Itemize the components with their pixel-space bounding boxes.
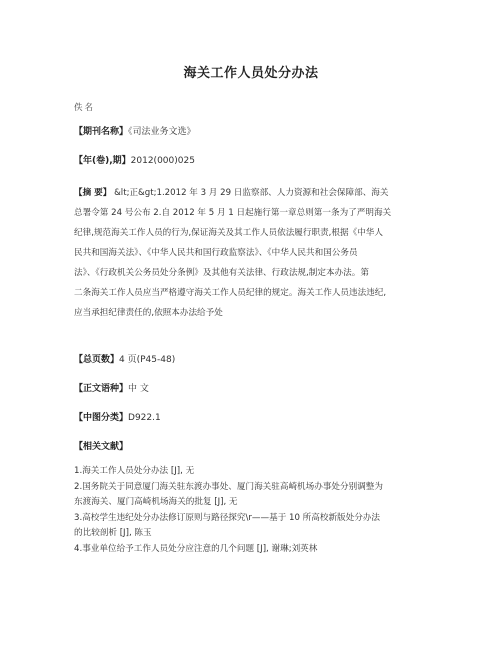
language-label: 【正文语种】 — [74, 384, 129, 394]
references-label: 【相关文献】 — [74, 442, 129, 452]
journal-value: 《司法业务文选》 — [128, 127, 196, 137]
classification-value: D922.1 — [128, 413, 161, 423]
abstract-line: 民共和国海关法》、《中华人民共和国行政监察法》、《中华人民共和国公务员 — [74, 248, 358, 258]
year-issue-value: 2012(000)025 — [130, 156, 195, 166]
abstract-line: 二条海关工作人员应当严格遵守海关工作人员纪律的规定。海关工作人员违法违纪, — [74, 288, 387, 298]
abstract-line — [74, 183, 434, 203]
abstract-block — [74, 183, 434, 323]
reference-item: 1.海关工作人员处分办法 [J], 无 — [74, 466, 195, 476]
journal-field — [74, 124, 196, 137]
abstract-line: 纪律,规范海关工作人员的行为,保证海关及其工作人员依法履行职责,根据《中华人 — [74, 228, 383, 238]
reference-item: 2.国务院关于同意厦门海关驻东渡办事处、厦门海关驻高崎机场办事处分别调整为 — [74, 481, 383, 492]
abstract-text: &lt;正&gt;1.2012 年 3 月 29 日监察部、人力资源和社会保障部、海关 — [114, 188, 389, 198]
classification-field — [74, 410, 161, 423]
reference-item: 4.事业单位给予工作人员处分应注意的几个问题 [J], 谢琳;刘英林 — [74, 543, 318, 554]
pages-field — [74, 352, 175, 365]
references-heading — [74, 439, 128, 452]
classification-label: 【中图分类】 — [74, 413, 129, 423]
year-issue-label: 【年(卷),期】 — [74, 156, 131, 166]
reference-item: 3.高校学生违纪处分办法修订原则与路径探究\r——基于 10 所高校新版处分办法 — [74, 512, 381, 523]
references-list — [74, 464, 434, 557]
abstract-label: 【摘 要】 — [74, 188, 112, 198]
document-title: 海关工作人员处分办法 — [183, 66, 319, 81]
abstract-line: 法》、《行政机关公务员处分条例》及其他有关法律、行政法规,制定本办法。第 — [74, 268, 369, 278]
abstract-line: 应当承担纪律责任的,依照本办法给予处 — [74, 308, 223, 318]
pages-label: 【总页数】 — [74, 355, 120, 365]
journal-label: 【期刊名称】 — [74, 127, 129, 137]
pages-value: 4 页(P45-48) — [119, 355, 176, 365]
language-value: 中 文 — [128, 384, 149, 394]
language-field — [74, 381, 149, 394]
document-author: 佚名 — [74, 103, 96, 113]
reference-item-continued: 东渡海关、厦门高崎机场海关的批复 [J], 无 — [74, 497, 238, 507]
year-issue-field — [74, 153, 195, 166]
abstract-line: 总署令第 24 号公布 2.自 2012 年 5 月 1 日起施行第一章总则第一条为了严明海关 — [74, 208, 392, 218]
reference-item-continued: 的比较剖析 [J], 陈玉 — [74, 528, 152, 538]
